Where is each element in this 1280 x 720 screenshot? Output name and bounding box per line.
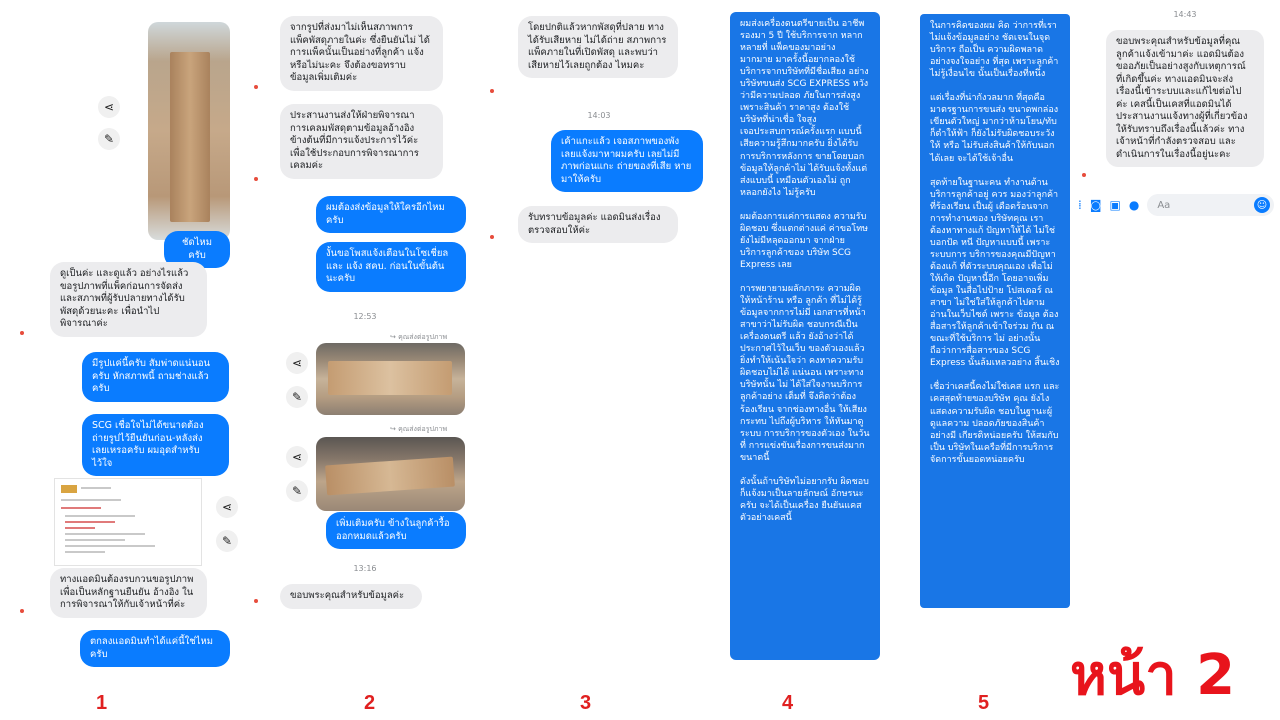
message-in[interactable]: รับทราบข้อมูลค่ะ แอดมินส่งเรื่อง ตรวจสอบให้ค่ะ: [518, 206, 678, 243]
page-label: หน้า 2: [1070, 643, 1236, 708]
edit-icon[interactable]: ✎: [98, 128, 120, 150]
box-shape: [325, 457, 455, 496]
column-number-2: 2: [364, 692, 376, 714]
avatar: [254, 176, 274, 181]
column-number-5: 5: [978, 692, 990, 714]
microphone-icon[interactable]: ●: [1128, 198, 1140, 212]
avatar: [254, 598, 274, 603]
message-out[interactable]: เค้าแกะแล้ว เจอสภาพของพัง เลยแจ้งมาหาผมครับ เลยไม่มี ภาพก่อนแกะ ถ่ายของที่เสีย หายมาให้ครับ: [551, 130, 703, 192]
timestamp: 14:43: [1173, 10, 1197, 19]
avatar: [20, 608, 40, 613]
long-message-block[interactable]: ผมส่งเครื่องดนตรีขายเป็น อาชีพรองมา 5 ปี ใช้บริการจาก หลากหลายที่ แพ็คของมาอย่าง มากมาย มาครั้งนี้อยากลองใช้ บริการจากบริษัทที่มีชื่อเสียง อย่างบริษัทขนส่ง SCG EXPRESS หวังว่ามีความปลอด ภัยในการส่งสูง เพราะสินค้า ราคาสูง ต้องใช้บริษัทที่น่าเชื่อ ใจสูง เจอประสบการณ์ครั้งแรก แบบนี้ เสียความรู้สึกมากครับ ยิ่งได้รับการบริการหลังการ ขายโดยบอกข้อมูลให้ลูกค้าไม่ ได้รับแจ้งทั้งแต่ส่งแบบนี้ เหมือนตัวเองไม่ ถูกหลอกยังไง ไม่รู้ครับ ผมต้องการแค่การแสดง ความรับผิดชอบ ซึ่งแตกต่างแค่ ค่าขอโทษยังไม่มีหลุดออกมา จากฝ่ายบริการลูกค้าของ บริษัท SCG Express เลย การพยายามผลักภาระ ความผิดให้หน้าร้าน หรือ ลูกค้า ที่ไม่ได้รู้ข้อมูลจากการไม่มี เอกสารที่หน้าสาขาว่าไม่รับผิด ชอบกรณีเป็นเครื่องดนตรี แล้ว ยังอ้างว่าได้ประกาศไว้ในเว็บ ของตัวเองแล้ว ยิ่งทำให้เน้นใจว่า คงหาความรับผิดชอบไม่ได้ แน่นอน เพราะทางบริษัทนั้น ไม่ ได้ใส่ใจงานบริการลูกค้าอย่าง เต็มที่ จึงคิดว่าต้องร้องเรียน จากช่องทางอื่น ให้เสียงกระทบ ไปถึงผู้บริหาร ให้หันมาดูระบบ การบริการของตัวเอง ในวันที่ การแข่งขันเรื่องการขนส่งมาก ขนาดนี้ ดังนั้นถ้าบริษัทไม่อยากรับ ผิดชอบก็แจ้งมาเป็นลายลักษณ์ อักษรนะครับ จะได้เป็นเครื่อง ยืนยันแคสตัวอย่างเคสนี้: [730, 12, 880, 660]
edit-icon[interactable]: ✎: [286, 386, 308, 408]
chat-column-1: [18, 8, 243, 668]
message-out[interactable]: มีรูปแค่นี้ครับ สัมพ่าดแน่นอน ครับ หักสภาพนี้ ถามช่างแล้ว ครับ: [82, 352, 229, 402]
box-photo[interactable]: [316, 437, 465, 511]
timestamp: 12:53: [353, 312, 377, 321]
avatar: [254, 84, 274, 89]
long-message-block[interactable]: ในการคิดของผม คิด ว่าการที่เรา ไม่แจ้งข้อมูลอย่าง ชัดเจนในจุดบริการ ถือเป็น ความผิดพลาดอย่างจงใจอย่าง ที่สุด เพราะลูกค้าไม่รู้เงื่อนไข นั้นเป็นเรื่องที่หนึ่ง แต่เรื่องที่น่ากังวลมาก ที่สุดคือ มาตรฐานการขนส่ง ขนาดพกล่องเขียนตัวใหญ่ มากว่าห้ามโยน/ทับ ก็ดำให้ฟ้า ก็ยังไม่รับผิดชอบระวังให้ หรือ ไม่รับส่งสินค้าให้กับนอกได้เลย จะได้ใช้เจ้าอื่น สุดท้ายในฐานะคน ทำงานด้านบริการลูกค้าอยู่ ควร มองว่าลูกค้าที่ร้องเรียน เป็นผู้ เดือดร้อนจากการทำงานของ บริษัทคุณ เราต้องหาทางแก้ ปัญหาให้ได้ ไม่ใช่บอกปัด หนี ปัญหาแบบนี้ เพราะระบบการ บริการของคุณมีปัญหา ต้องแก้ ที่ตัวระบบคุณเอง เพื่อไม่ให้เกิด ปัญหานี้อีก โดยอาจเพิ่มข้อมูล ในสื่อไปป้าย โปสเตอร์ ณ สาขา ไม่ใช่ใส่ให้ลูกค้าไปตาม อ่านในเว็บไซต์ เพราะ ข้อมูล ต้องสื่อสารให้ลูกค้าเข้าใจร่วม กัน ณ ขณะที่ใช้บริการ ไม่ อย่างนั้น ถือว่าการสื่อสารของ SCG Express นั้นล้มเหลวอย่าง สิ้นเชิง เชื่อว่าเคสนี้คงไม่ใช่เคส แรก และเคสสุดท้ายของบริษัท คุณ ยังไงแสดงความรับผิด ชอบในฐานะผู้ดูแลความ ปลอดภัยของสินค้าอย่างมี เกียรติหน่อยครับ ให้สมกับเป็น บริษัทในเครือที่มีการบริการ จัดการขั้นยอดหน่อยครับ: [920, 14, 1070, 608]
edit-icon[interactable]: ✎: [216, 530, 238, 552]
avatar: [20, 330, 40, 335]
forward-note: ↪ คุณส่งต่อรูปภาพ: [390, 425, 448, 433]
message-in[interactable]: จากรูปที่ส่งมาไม่เห็นสภาพการ แพ็คพัสดุภายในค่ะ ซึ่งยืนยันไม่ ได้การแพ็คนั้นเป็นอย่างที่ลูกค้า แจ้งหรือไม่นะคะ จึงต้องขอทราบ ข้อมูลเพิ่มเติมค่ะ: [280, 16, 443, 91]
avatar: [490, 88, 510, 93]
message-input-placeholder: Aa: [1157, 199, 1171, 211]
share-icon[interactable]: ⋖: [286, 446, 308, 468]
edit-icon[interactable]: ✎: [286, 480, 308, 502]
avatar: [1082, 172, 1102, 177]
message-out[interactable]: ตกลงแอดมินทำได้แค่นี้ใช่ไหม ครับ: [80, 630, 230, 667]
message-in[interactable]: โดยปกติแล้วหากพัสดุที่ปลาย ทางได้รับเสียหาย ไม่ได้ถ่าย สภาพการแพ็คภายในที่เปิดพัสดุ และพบว่าเสียหายไว้เลยถูกต้อง ไหมคะ: [518, 16, 678, 78]
message-out[interactable]: SCG เชื่อใจไม่ได้ขนาดต้อง ถ่ายรูปไว้ยืนยันก่อน-หลังส่ง เลยเหรอครับ ผมอุดสำหรับไว้ใจ: [82, 414, 229, 476]
camera-icon[interactable]: ◙: [1089, 198, 1102, 212]
message-composer: [1078, 192, 1274, 218]
timestamp: 14:03: [587, 111, 611, 120]
document-screenshot[interactable]: [54, 478, 202, 566]
forward-label: คุณส่งต่อรูปภาพ: [398, 425, 448, 433]
column-number-1: 1: [96, 692, 108, 714]
box-photo[interactable]: [316, 343, 465, 415]
column-number-4: 4: [782, 692, 794, 714]
message-out[interactable]: งั้นขอโพสแจ้งเตือนในโซเชี่ยล และ แจ้ง สคบ. ก่อนในขั้นต้น นะครับ: [316, 242, 466, 292]
column-number-3: 3: [580, 692, 592, 714]
message-in[interactable]: ขอบพระคุณสำหรับข้อมูลที่คุณ ลูกค้าแจ้งเข้ามาค่ะ แอดมินต้อง ขออภัยเป็นอย่างสูงกับเหตุการณ์ ที่เกิดขึ้นค่ะ ทางแอดมินจะส่ง เรื่องนี้เข้าระบบและแก้ไขต่อไป ค่ะ เคสนี้เป็นเคสที่แอดมินได้ ประสานงานแจ้งทางผู้ที่เกี่ยวข้อง ให้รับทราบถึงเรื่องนี้แล้วค่ะ ทาง เจ้าหน้าที่กำลังตรวจสอบ และ ดำเนินการในเรื่องนี้อยู่นะคะ: [1106, 30, 1264, 167]
box-shape: [170, 52, 210, 222]
message-in[interactable]: ทางแอดมินต้องรบกวนขอรูปภาพ เพื่อเป็นหลักฐานยืนยัน อ้างอิง ใน การพิจารณาให้กับเจ้าหน้าที่ค่ะ: [50, 568, 207, 618]
box-photo[interactable]: [148, 22, 230, 240]
message-input[interactable]: [1147, 194, 1274, 216]
timestamp: 13:16: [353, 564, 377, 573]
chat-column-3: [488, 8, 713, 668]
avatar: [490, 234, 510, 239]
more-icon[interactable]: ⁞: [1078, 198, 1082, 212]
share-icon[interactable]: ⋖: [286, 352, 308, 374]
image-icon[interactable]: ▣: [1109, 198, 1121, 212]
message-in[interactable]: ขอบพระคุณสำหรับข้อมูลค่ะ: [280, 584, 422, 609]
forward-label: คุณส่งต่อรูปภาพ: [398, 333, 448, 341]
message-out[interactable]: ผมต้องส่งข้อมูลให้ใครอีกไหม ครับ: [316, 196, 466, 233]
forward-note: ↪ คุณส่งต่อรูปภาพ: [390, 333, 448, 341]
chat-column-2: [250, 8, 475, 668]
message-out[interactable]: เพิ่มเติมครับ ข้างในลูกค้ารื้อ ออกหมดแล้วครับ: [326, 512, 466, 549]
share-icon[interactable]: ⋖: [216, 496, 238, 518]
message-in[interactable]: ดูเป็นค่ะ และดูแล้ว อย่างไรแล้ว ขอรูปภาพที่แพ็คก่อนการจัดส่ง และสภาพที่ผู้รับปลายทางได้รับ พัสดุด้วยนะคะ เพื่อนำไป พิจารณาค่ะ: [50, 262, 207, 337]
message-out[interactable]: ชัดไหมครับ: [164, 231, 230, 268]
box-shape: [328, 361, 452, 395]
message-in[interactable]: ประสานงานส่งให้ฝ่ายพิจารณา การเคลมพัสดุตามข้อมูลอ้างอิง ข้างต้นที่มีการแจ้งประการไว้ค่ะ เพื่อใช้ประกอบการพิจารณาการ เคลมค่ะ: [280, 104, 443, 179]
smile-icon[interactable]: ☺: [1254, 197, 1270, 213]
share-icon[interactable]: ⋖: [98, 96, 120, 118]
